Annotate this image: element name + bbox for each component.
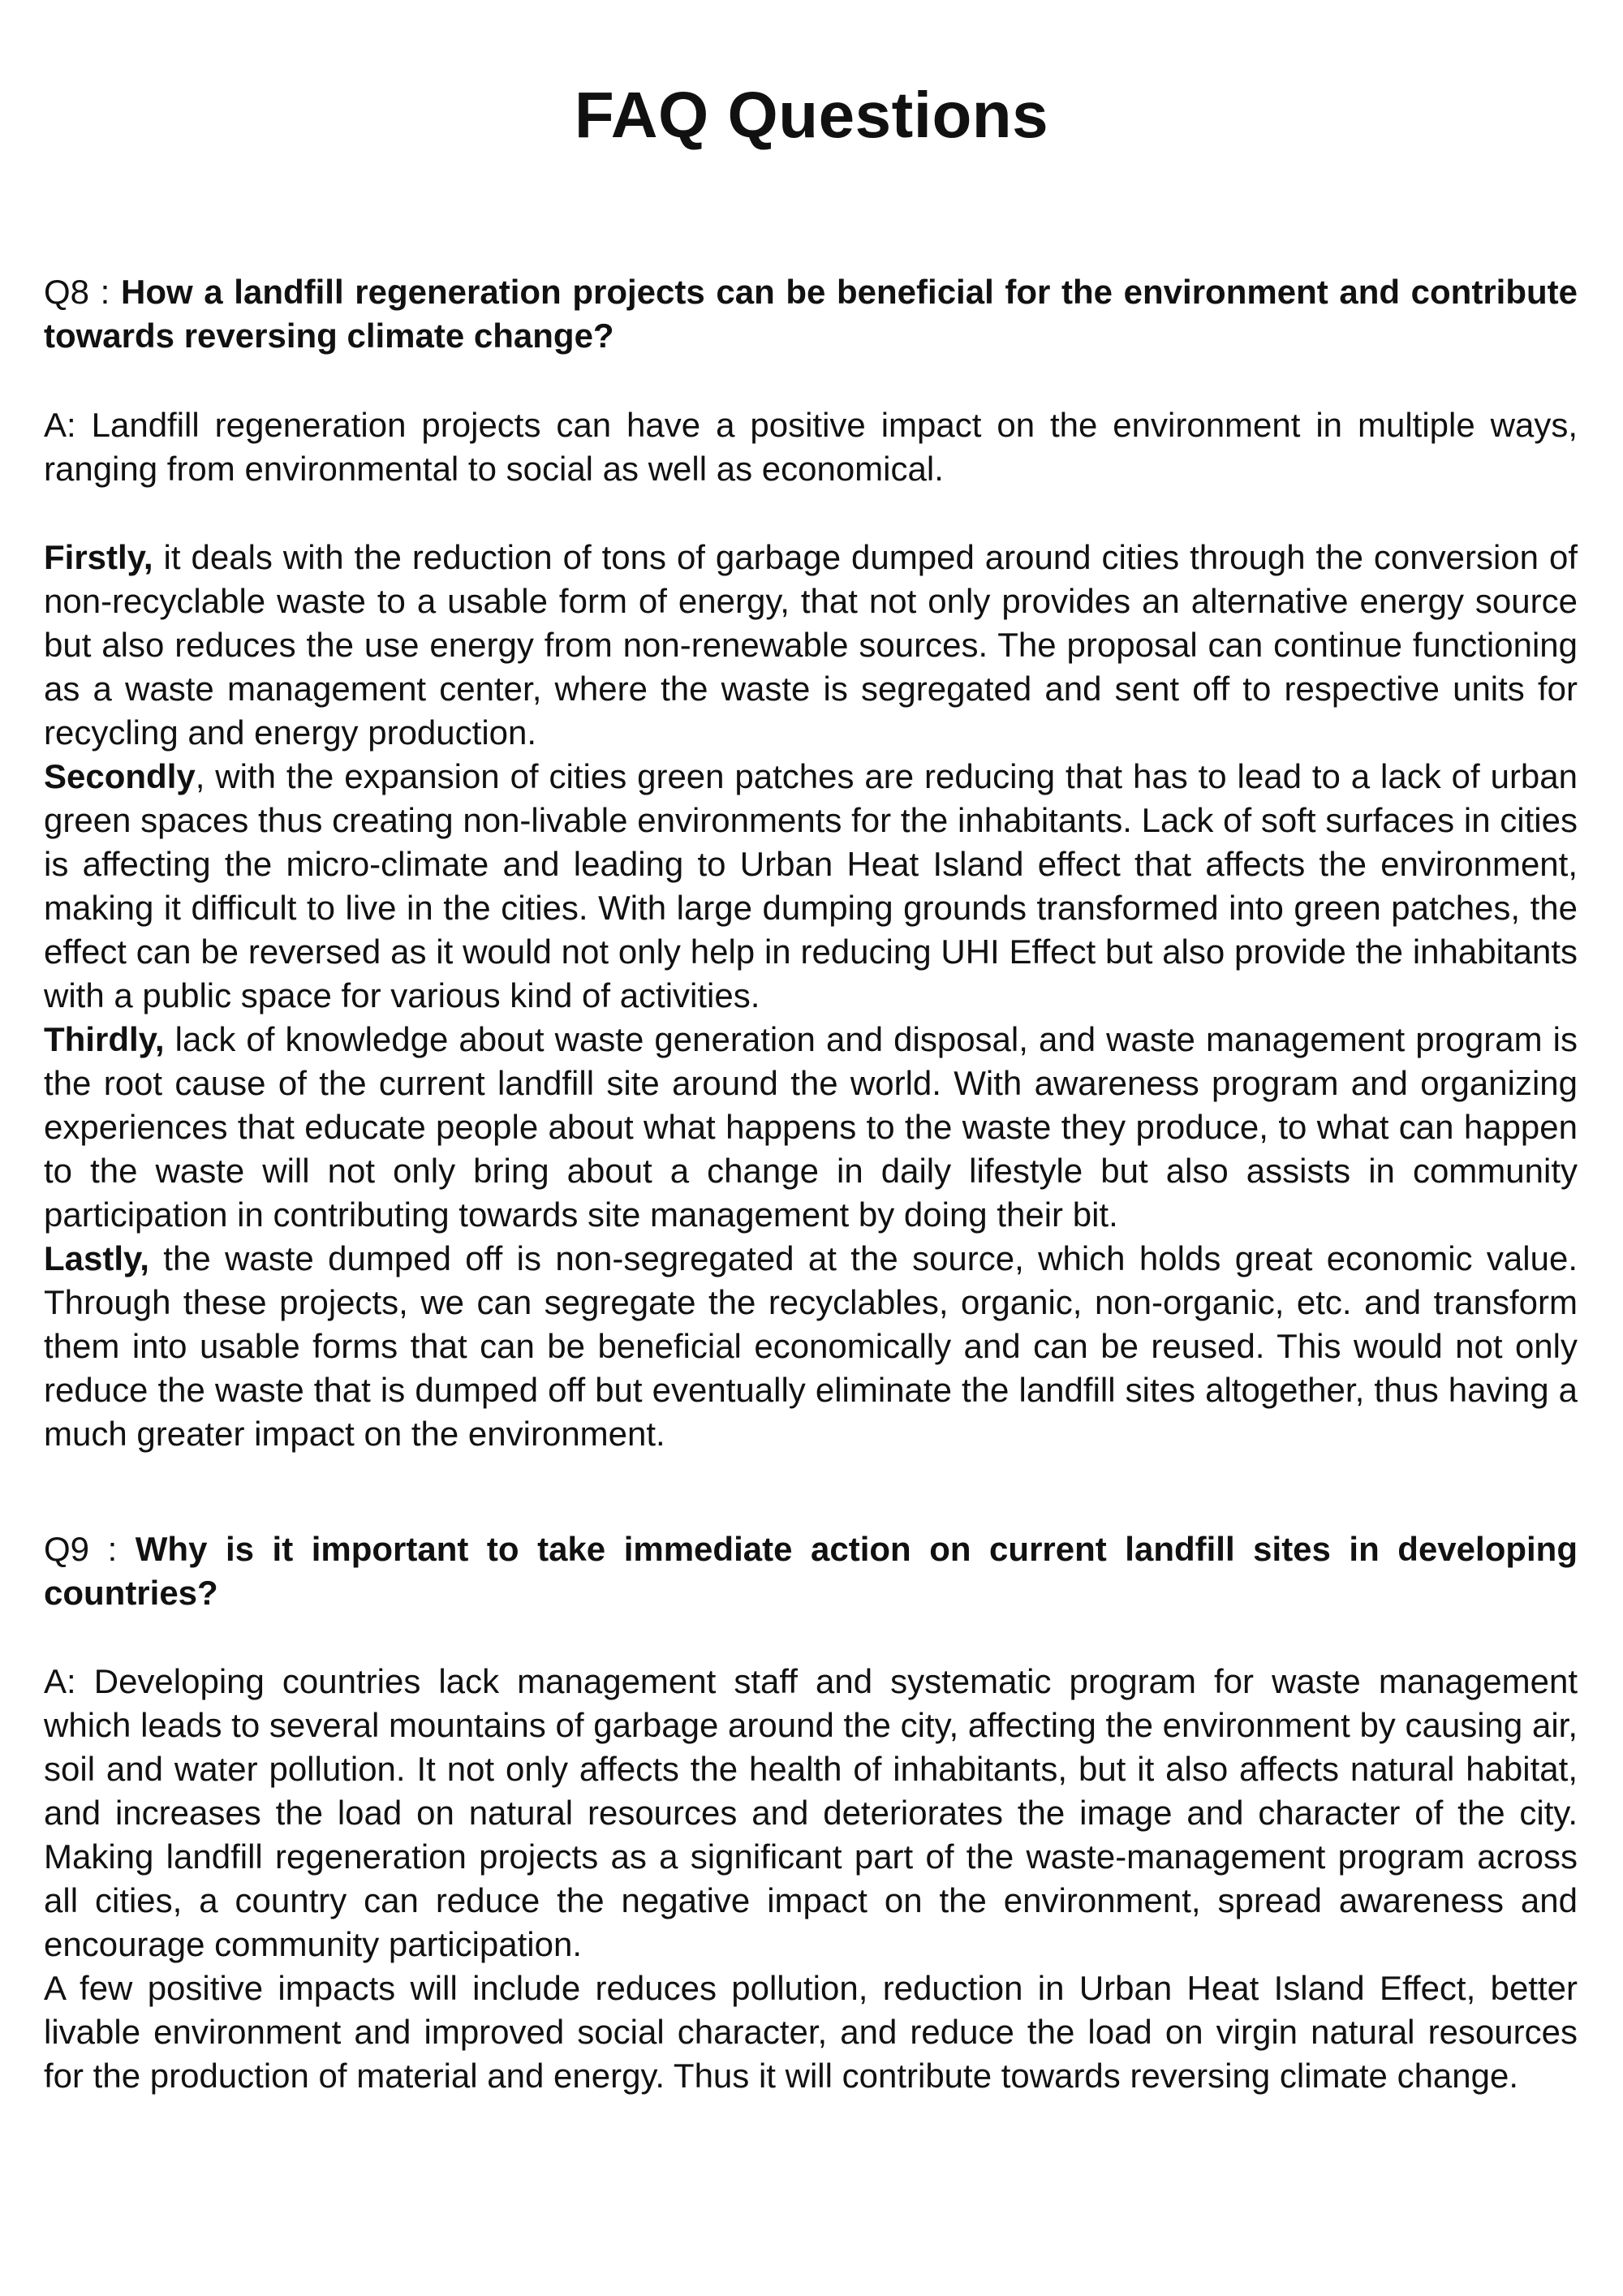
faq-answer-points-q8 — [44, 536, 1578, 1456]
faq-answer-intro-q8 — [44, 403, 1578, 491]
answer-intro: A: Landfill regeneration projects can have a positive impact on the environment in multiple ways, ranging from environmental to social as well as economical. — [44, 406, 1578, 488]
faq-answer-q9 — [44, 1660, 1578, 2098]
point-lead: Firstly, — [44, 538, 153, 576]
point-text: , with the expansion of cities green patches are reducing that has to lead to a lack of urban green spaces thus creating non-livable environments for the inhabitants. Lack of soft surfaces in cities is affecting the micro-climate and leading to Urban Heat Island effect that affects the environment, making it difficult to live in the cities. With large dumping grounds transformed into green patches, the effect can be reversed as it would not only help in reducing UHI Effect but also provide the inhabitants with a public space for various kind of activities. — [44, 757, 1578, 1014]
question-text — [44, 1527, 1578, 1615]
answer-point-firstly — [44, 536, 1578, 755]
question-title: Why is it important to take immediate action on current landfill sites in developing countries? — [44, 1530, 1578, 1612]
question-number: Q8 : — [44, 273, 110, 311]
page-title: FAQ Questions — [574, 79, 1049, 151]
point-text: lack of knowledge about waste generation and disposal, and waste management program is the root cause of the current landfill site around the world. With awareness program and organizing experiences that educate people about what happens to the waste they produce, to what can happen to the waste will not only bring about a change in daily lifestyle but also assists in community participation in contributing towards site management by doing their bit. — [44, 1020, 1578, 1234]
point-lead: Secondly — [44, 757, 196, 795]
question-text — [44, 270, 1578, 358]
faq-question-q8 — [44, 270, 1578, 358]
question-title: How a landfill regeneration projects can be beneficial for the environment and contribute towards reversing climate change? — [44, 273, 1578, 355]
point-lead: Lastly, — [44, 1239, 149, 1277]
answer-point-lastly — [44, 1237, 1578, 1456]
answer-paragraph: A few positive impacts will include reduces pollution, reduction in Urban Heat Island Effect, better livable environment and improved social character, and reduce the load on virgin natural resources for the production of material and energy. Thus it will contribute towards reversing climate change. — [44, 1969, 1578, 2095]
faq-question-q9 — [44, 1527, 1578, 1615]
point-text: the waste dumped off is non-segregated at the source, which holds great economic value. Through these projects, we can segregate the recyclables, organic, non-organic, etc. and transform them into usable forms that can be beneficial economically and can be reused. This would not only reduce the waste that is dumped off but eventually eliminate the landfill sites altogether, thus having a much greater impact on the environment. — [44, 1239, 1578, 1453]
answer-point-secondly — [44, 755, 1578, 1018]
point-lead: Thirdly, — [44, 1020, 165, 1058]
answer-paragraph: A: Developing countries lack management staff and systematic program for waste management which leads to several mountains of garbage around the city, affecting the environment by causing air, soil and water pollution. It not only affects the health of inhabitants, but it also affects natural habitat, and increases the load on natural resources and deteriorates the image and character of the city. Making landfill regeneration projects as a significant part of the waste-management program across all cities, a country can reduce the negative impact on the environment, spread awareness and encourage community participation. — [44, 1662, 1578, 1963]
question-number: Q9 : — [44, 1530, 118, 1568]
answer-point-thirdly — [44, 1018, 1578, 1237]
point-text: it deals with the reduction of tons of garbage dumped around cities through the conversion of non-recyclable waste to a usable form of energy, that not only provides an alternative energy source but also reduces the use energy from non-renewable sources. The proposal can continue functioning as a waste management center, where the waste is segregated and sent off to respective units for recycling and energy production. — [44, 538, 1578, 752]
